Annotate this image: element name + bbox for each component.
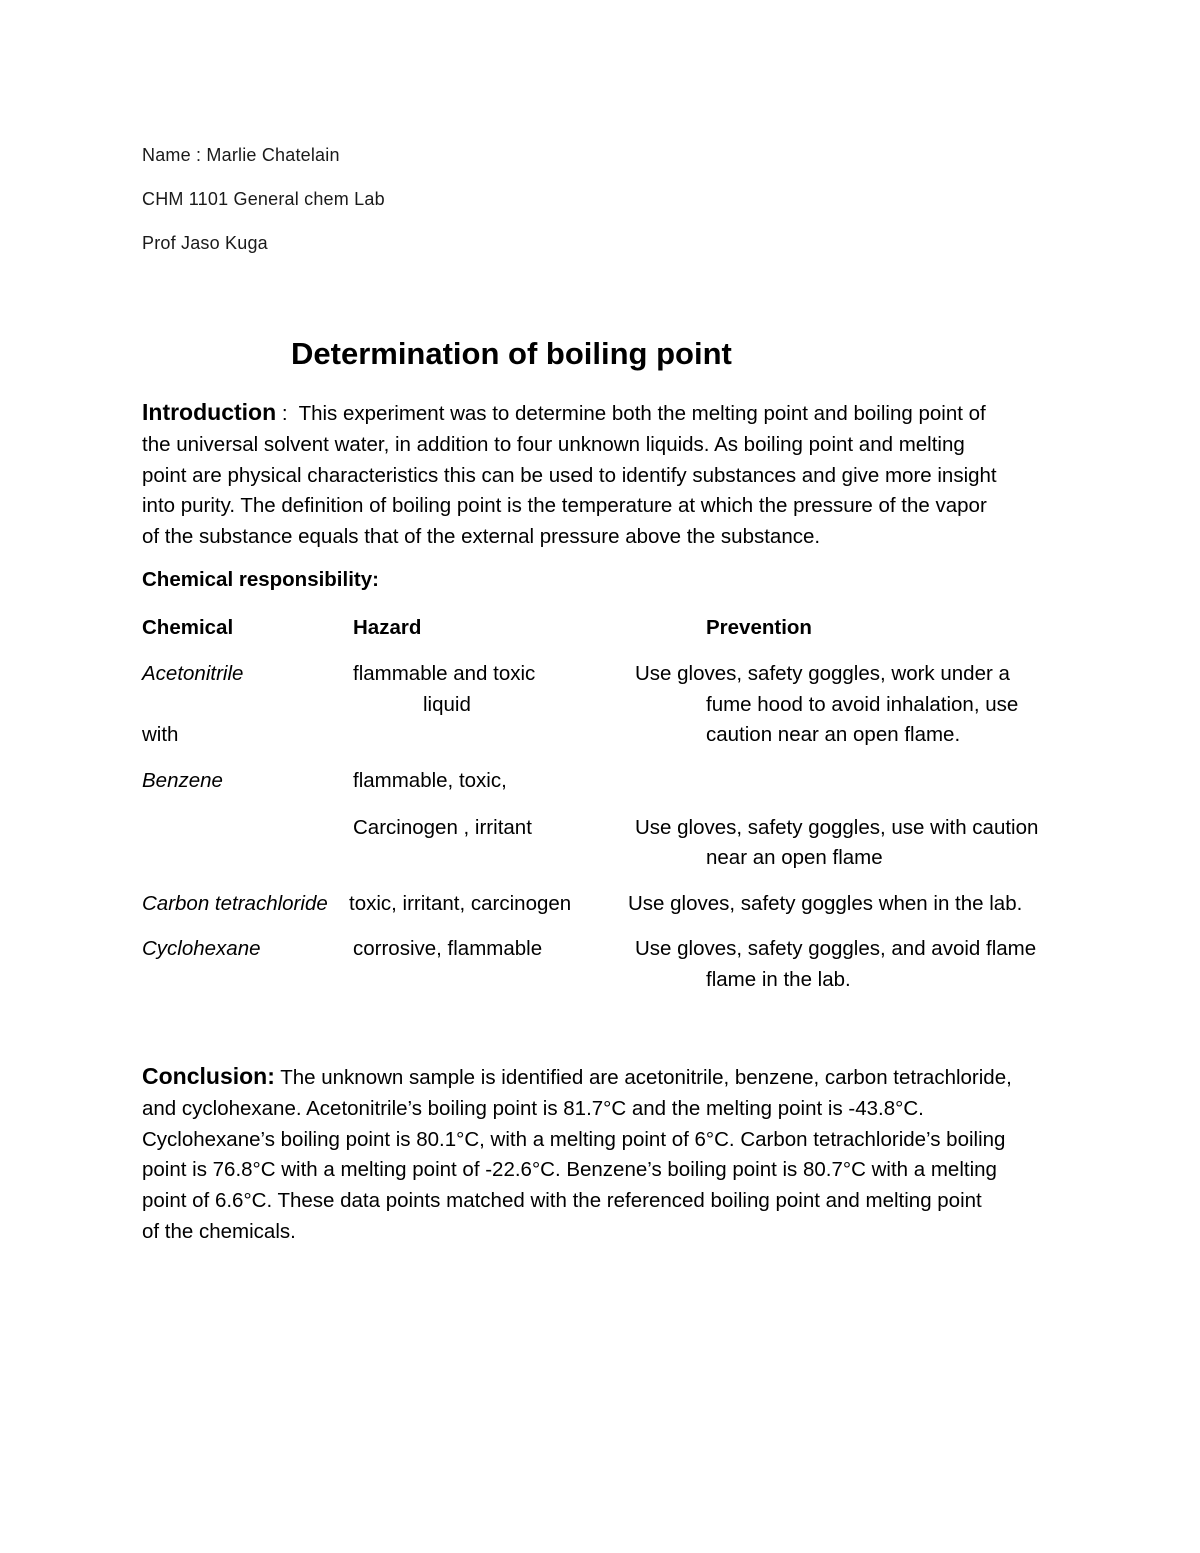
hazard-carbon-tetrachloride: toxic, irritant, carcinogen [349, 892, 572, 915]
hazard-benzene-2: Carcinogen , irritant [353, 816, 532, 839]
introduction-line-5: of the substance equals that of the external pressure above the substance. [142, 525, 821, 549]
column-header-hazard: Hazard [353, 616, 422, 639]
prevention-benzene-1: Use gloves, safety goggles, use with caution [635, 816, 1039, 839]
conclusion-line-6: of the chemicals. [142, 1219, 296, 1243]
introduction-heading: Introduction [142, 399, 277, 425]
introduction-separator: : [276, 402, 299, 425]
conclusion-line-4: point is 76.8°C with a melting point of -22.6°C. Benzene’s boiling point is 80.7°C with a melting [142, 1158, 997, 1182]
prevention-cyclohexane-2: flame in the lab. [706, 968, 851, 991]
prevention-carbon-tetrachloride: Use gloves, safety goggles when in the lab. [628, 892, 1023, 915]
prevention-benzene-2: near an open flame [706, 846, 883, 869]
chemical-responsibility-heading: Chemical responsibility: [142, 568, 379, 591]
introduction-paragraph [142, 397, 1062, 553]
conclusion-text-1: The unknown sample is identified are acetonitrile, benzene, carbon tetrachloride, [274, 1066, 1012, 1089]
introduction-line-1 [142, 397, 1062, 430]
prevention-acetonitrile-3: caution near an open flame. [706, 723, 961, 746]
professor-line: Prof Jaso Kuga [142, 233, 268, 253]
column-header-chemical: Chemical [142, 616, 234, 639]
introduction-line-4: into purity. The definition of boiling point is the temperature at which the pressure of the vapor [142, 494, 987, 518]
hazard-acetonitrile-1: flammable and toxic [353, 662, 536, 685]
hazard-cyclohexane: corrosive, flammable [353, 937, 543, 960]
conclusion-line-5: point of 6.6°C. These data points matched with the referenced boiling point and melting point [142, 1189, 982, 1213]
hazard-acetonitrile-2: liquid [423, 693, 471, 716]
chemical-cyclohexane: Cyclohexane [142, 937, 261, 960]
conclusion-heading: Conclusion: [142, 1063, 275, 1089]
document-title: Determination of boiling point [291, 336, 732, 371]
course-line: CHM 1101 General chem Lab [142, 189, 385, 209]
chemical-carbon-tetrachloride: Carbon tetrachloride [142, 892, 328, 915]
introduction-line-2: the universal solvent water, in addition to four unknown liquids. As boiling point and melting [142, 432, 965, 456]
chemical-connector-with: with [142, 723, 179, 746]
conclusion-paragraph [142, 1061, 1062, 1248]
prevention-acetonitrile-2: fume hood to avoid inhalation, use [706, 693, 1019, 716]
hazard-benzene-1: flammable, toxic, [353, 769, 507, 792]
introduction-text-1: This experiment was to determine both the melting point and boiling point of [298, 402, 986, 425]
conclusion-line-2: and cyclohexane. Acetonitrile’s boiling point is 81.7°C and the melting point is -43.8°C. [142, 1096, 924, 1120]
chemical-acetonitrile: Acetonitrile [142, 662, 244, 685]
conclusion-line-1 [142, 1061, 1062, 1094]
prevention-acetonitrile-1: Use gloves, safety goggles, work under a [635, 662, 1010, 685]
introduction-line-3: point are physical characteristics this can be used to identify substances and give more insight [142, 463, 997, 487]
column-header-prevention: Prevention [706, 616, 812, 639]
conclusion-line-3: Cyclohexane’s boiling point is 80.1°C, with a melting point of 6°C. Carbon tetrachloride’s boiling [142, 1127, 1006, 1151]
student-name: Name : Marlie Chatelain [142, 145, 340, 165]
prevention-cyclohexane-1: Use gloves, safety goggles, and avoid flame [635, 937, 1037, 960]
chemical-benzene: Benzene [142, 769, 223, 792]
